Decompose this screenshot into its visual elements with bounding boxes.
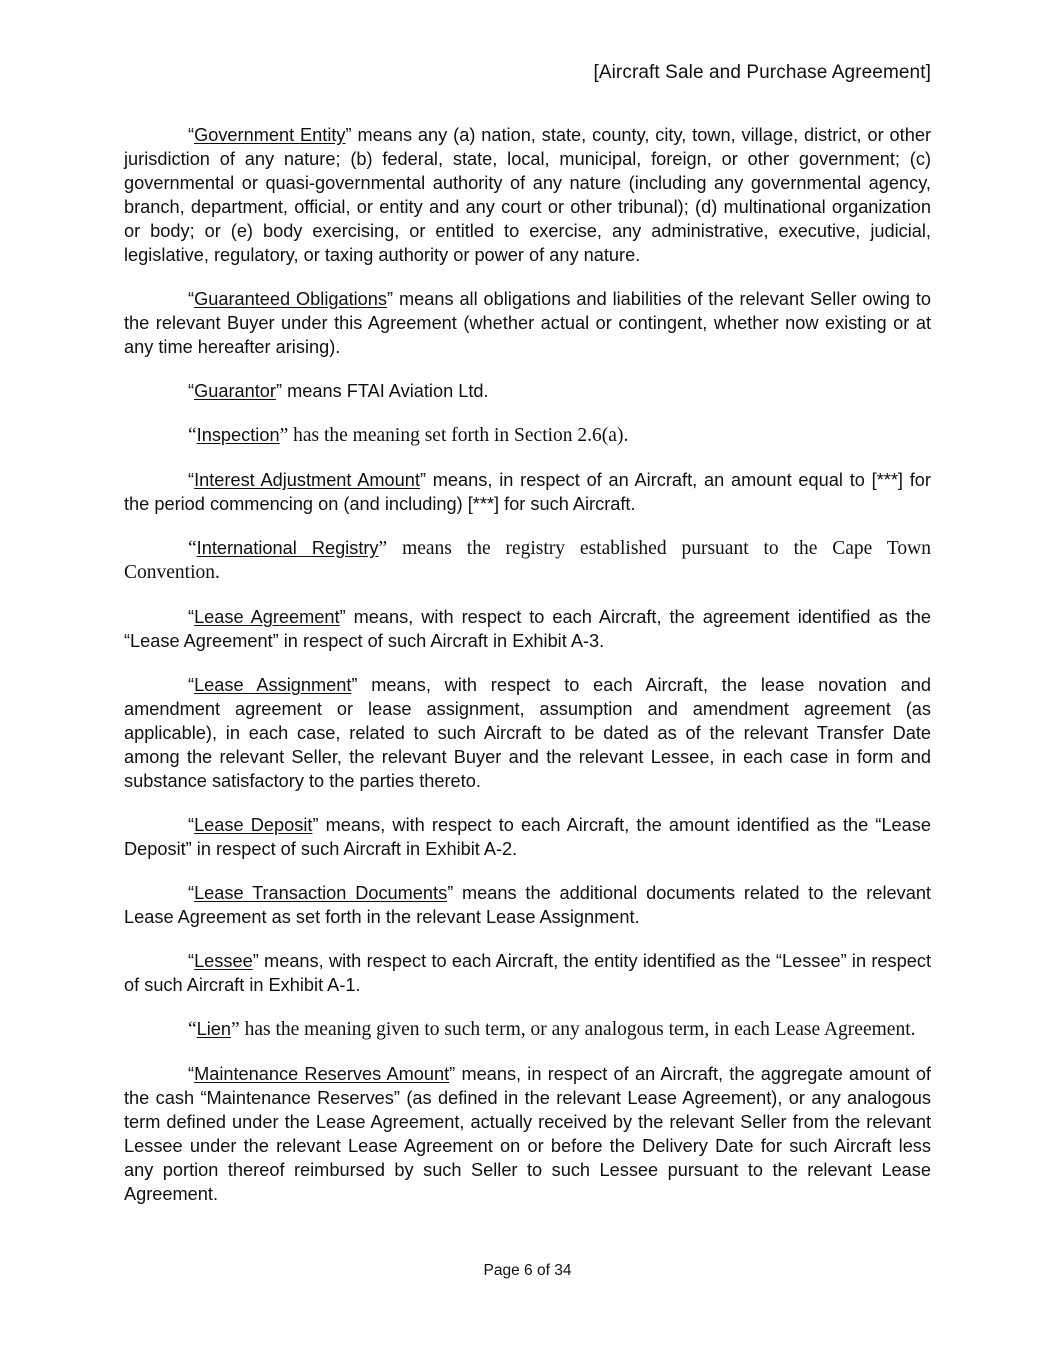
defined-term: Lease Assignment <box>194 675 352 695</box>
defined-term: Guaranteed Obligations <box>194 289 388 309</box>
definition-text: means the additional documents related to the relevant Lease Agreement as set forth in the relevant Lease Assignment. <box>124 883 931 927</box>
definition-maintenance-reserves-amount: “Maintenance Reserves Amount” means, in respect of an Aircraft, the aggregate amount of the cash “Maintenance Reserves” (as defined in the relevant Lease Agreement), or any analogous term defined under the Lease Agreement, actually received by the relevant Seller from the relevant Lessee under the relevant Lease Agreement on or before the Delivery Date for such Aircraft less any portion thereof reimbursed by such Seller to such Lessee pursuant to the relevant Lease Agreement. <box>124 1064 931 1204</box>
definition-government-entity: “Government Entity” means any (a) nation, state, county, city, town, village, district, or other jurisdiction of any nature; (b) federal, state, local, municipal, foreign, or other government; (c) governmental or quasi-governmental authority of any nature (including any governmental agency, branch, department, official, or entity and any court or other tribunal); (d) multinational organization or body; or (e) body exercising, or entitled to exercise, any administrative, executive, judicial, legislative, regulatory, or taxing authority or power of any nature. <box>124 125 931 265</box>
defined-term: Guarantor <box>194 381 276 401</box>
definition-text: means, with respect to each Aircraft, the amount identified as the “Lease Deposit” in respect of such Aircraft in Exhibit A-2. <box>124 815 931 859</box>
document-header: [Aircraft Sale and Purchase Agreement] <box>593 62 931 83</box>
definition-interest-adjustment-amount: “Interest Adjustment Amount” means, in respect of an Aircraft, an amount equal to [***] for the period commencing on (and including) [***] for such Aircraft. <box>124 470 931 514</box>
definition-text: has the meaning given to such term, or any analogous term, in each Lease Agreement. <box>239 1019 916 1040</box>
defined-term: Lien <box>196 1019 232 1039</box>
definition-lease-transaction-documents: “Lease Transaction Documents” means the additional documents related to the relevant Lease Agreement as set forth in the relevant Lease Assignment. <box>124 883 931 927</box>
definition-lease-agreement: “Lease Agreement” means, with respect to each Aircraft, the agreement identified as the “Lease Agreement” in respect of such Aircraft in Exhibit A-3. <box>124 607 931 651</box>
definition-text: means all obligations and liabilities of the relevant Seller owing to the relevant Buyer under this Agreement (whether actual or contingent, whether now existing or at any time hereafter arising). <box>124 289 931 357</box>
definitions-list <box>124 123 931 1226</box>
definition-text: means the registry established pursuant to the Cape Town Convention. <box>124 538 932 583</box>
definition-international-registry: “International Registry” means the registry established pursuant to the Cape Town Convention. <box>124 538 932 583</box>
definition-text: means, with respect to each Aircraft, the lease novation and amendment agreement or lease assignment, assumption and amendment agreement (as applicable), in each case, related to such Aircraft to be dated as of the relevant Transfer Date among the relevant Seller, the relevant Buyer and the relevant Lessee, in each case in form and substance satisfactory to the parties thereto. <box>124 675 931 791</box>
page-number: Page 6 of 34 <box>483 1262 572 1279</box>
defined-term: International Registry <box>196 538 379 558</box>
definition-text: means FTAI Aviation Ltd. <box>282 381 489 401</box>
definition-lease-assignment: “Lease Assignment” means, with respect to each Aircraft, the lease novation and amendment agreement or lease assignment, assumption and amendment agreement (as applicable), in each case, related to such Aircraft to be dated as of the relevant Transfer Date among the relevant Seller, the relevant Buyer and the relevant Lessee, in each case in form and substance satisfactory to the parties thereto. <box>124 675 931 791</box>
definition-guarantor: “Guarantor” means FTAI Aviation Ltd. <box>188 381 489 401</box>
definition-lease-deposit: “Lease Deposit” means, with respect to each Aircraft, the amount identified as the “Lease Deposit” in respect of such Aircraft in Exhibit A-2. <box>124 815 931 859</box>
definition-text: means, with respect to each Aircraft, the agreement identified as the “Lease Agreement” in respect of such Aircraft in Exhibit A-3. <box>124 607 931 651</box>
definition-text: means, in respect of an Aircraft, the aggregate amount of the cash “Maintenance Reserves” (as defined in the relevant Lease Agreement), or any analogous term defined under the Lease Agreement, actually received by the relevant Seller from the relevant Lessee under the relevant Lease Agreement on or before the Delivery Date for such Aircraft less any portion thereof reimbursed by such Seller to such Lessee pursuant to the relevant Lease Agreement. <box>124 1064 931 1204</box>
defined-term: Lease Agreement <box>194 607 340 627</box>
defined-term: Lease Deposit <box>194 815 313 835</box>
definition-text: means, with respect to each Aircraft, the entity identified as the “Lessee” in respect of such Aircraft in Exhibit A-1. <box>124 951 931 995</box>
definition-guaranteed-obligations: “Guaranteed Obligations” means all obligations and liabilities of the relevant Seller owing to the relevant Buyer under this Agreement (whether actual or contingent, whether now existing or at any time hereafter arising). <box>124 289 931 357</box>
definition-text: means, in respect of an Aircraft, an amount equal to [***] for the period commencing on (and including) [***] for such Aircraft. <box>124 470 931 514</box>
definition-inspection: “Inspection” has the meaning set forth in Section 2.6(a). <box>188 425 629 446</box>
defined-term: Maintenance Reserves Amount <box>194 1064 450 1084</box>
defined-term: Government Entity <box>194 125 346 145</box>
definition-lessee: “Lessee” means, with respect to each Aircraft, the entity identified as the “Lessee” in respect of such Aircraft in Exhibit A-1. <box>124 951 931 995</box>
definition-lien: “Lien” has the meaning given to such term, or any analogous term, in each Lease Agreement. <box>188 1019 916 1040</box>
defined-term: Interest Adjustment Amount <box>194 470 420 490</box>
definition-text: means any (a) nation, state, county, city, town, village, district, or other jurisdiction of any nature; (b) federal, state, local, municipal, foreign, or other government; (c) governmental or quasi-governmental authority of any nature (including any governmental agency, branch, department, official, or entity and any court or other tribunal); (d) multinational organization or body; or (e) body exercising, or entitled to exercise, any administrative, executive, judicial, legislative, regulatory, or taxing authority or power of any nature. <box>124 125 931 265</box>
defined-term: Inspection <box>196 425 280 445</box>
defined-term: Lessee <box>194 951 253 971</box>
defined-term: Lease Transaction Documents <box>194 883 448 903</box>
definition-text: has the meaning set forth in Section 2.6(a). <box>288 425 629 446</box>
